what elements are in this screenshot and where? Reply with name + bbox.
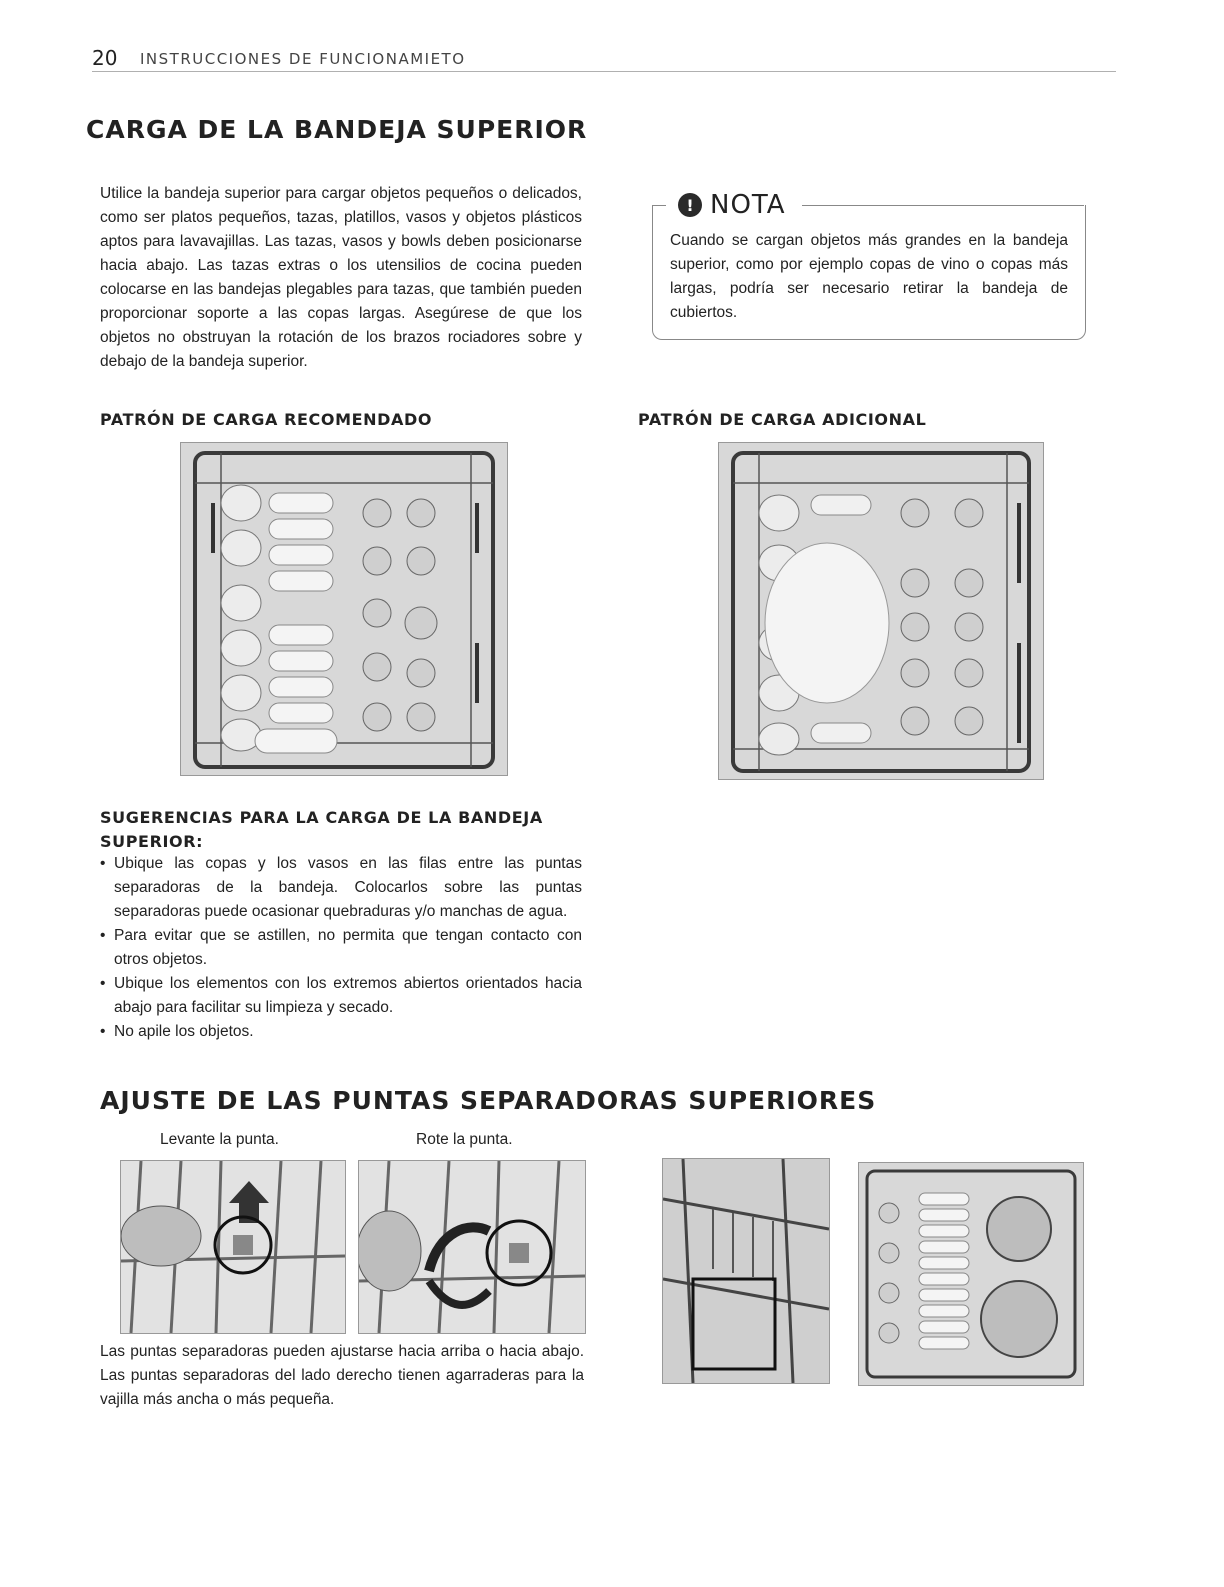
additional-pattern-photo — [718, 442, 1044, 780]
caption-lift-tine: Levante la punta. — [160, 1131, 279, 1148]
note-text: Cuando se cargan objetos más grandes en la bandeja superior, como por ejemplo copas de vino o copas más largas, podría ser necesario retirar la bandeja de cubiertos. — [670, 232, 1068, 321]
tip-item: • Ubique los elementos con los extremos abiertos orientados hacia abajo para facilitar su limpieza y secado. — [100, 972, 582, 1020]
tip-item: • Ubique las copas y los vasos en las filas entre las puntas separadoras de la bandeja. Colocarlos sobre las puntas separadoras puede ocasionar quebraduras y/o manchas de agua. — [100, 852, 582, 924]
note-label: NOTA — [710, 190, 786, 220]
rack-top-photo — [858, 1162, 1084, 1386]
recommended-pattern-title: PATRÓN DE CARGA RECOMENDADO — [100, 410, 433, 429]
tines-body-text: Las puntas separadoras pueden ajustarse hacia arriba o hacia abajo. Las puntas separadoras del lado derecho tienen agarraderas para la vajilla más ancha o más pequeña. — [100, 1343, 584, 1408]
recommended-pattern-photo — [180, 442, 508, 776]
rotate-tine-photo — [358, 1160, 586, 1334]
page-number: 20 — [92, 46, 118, 70]
tips-title: SUGERENCIAS PARA LA CARGA DE LA BANDEJA SUPERIOR: — [100, 808, 543, 851]
rack-side-photo — [662, 1158, 830, 1384]
note-header — [672, 190, 792, 220]
tips-list — [100, 852, 582, 1044]
section-title-tines: AJUSTE DE LAS PUNTAS SEPARADORAS SUPERIORES — [100, 1086, 877, 1115]
caption-rotate-tine: Rote la punta. — [416, 1131, 513, 1148]
section-title-upper-rack: CARGA DE LA BANDEJA SUPERIOR — [86, 115, 588, 144]
running-header: INSTRUCCIONES DE FUNCIONAMIETO — [140, 50, 466, 68]
tip-item: • No apile los objetos. — [100, 1020, 582, 1044]
note-box-corner — [652, 205, 666, 206]
header-divider — [92, 71, 1116, 72]
upper-rack-intro: Utilice la bandeja superior para cargar objetos pequeños o delicados, como ser platos pequeños, tazas, platillos, vasos y objetos plásticos aptos para lavavajillas. Las tazas, vasos y bowls deben posicionarse hacia abajo. Las tazas extras o los utensilios de cocina pueden colocarse en las bandejas plegables para tazas, que también pueden proporcionar soporte a las copas largas. Asegúrese de que los objetos no obstruyan la rotación de los brazos rociadores sobre y debajo de la bandeja superior. — [100, 185, 582, 370]
lift-tine-photo — [120, 1160, 346, 1334]
tip-item: • Para evitar que se astillen, no permita que tengan contacto con otros objetos. — [100, 924, 582, 972]
additional-pattern-title: PATRÓN DE CARGA ADICIONAL — [638, 410, 927, 429]
warning-icon: ! — [678, 193, 702, 217]
note-box-top-border — [802, 205, 1084, 206]
